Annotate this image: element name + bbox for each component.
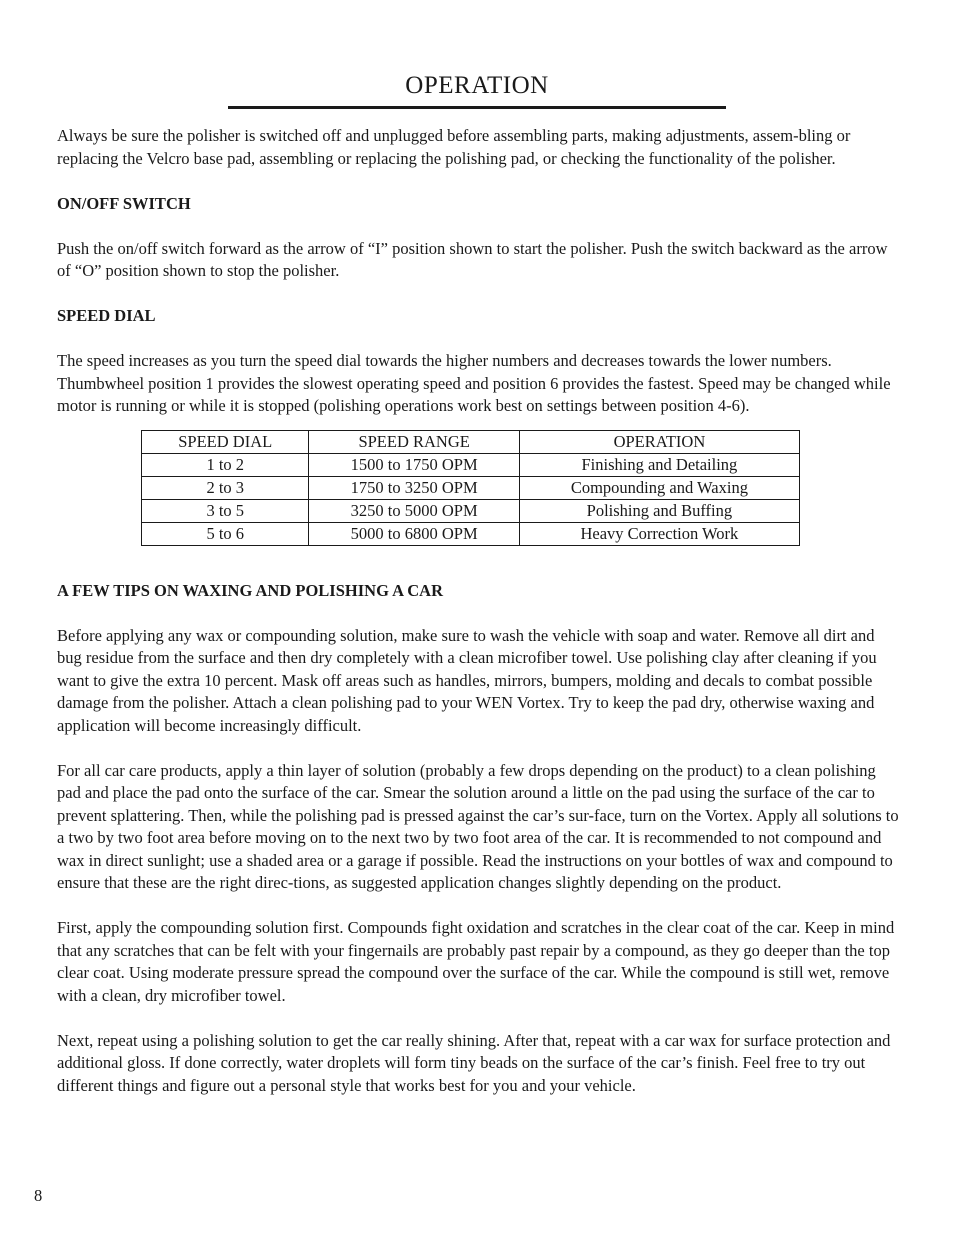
onoff-heading: ON/OFF SWITCH	[57, 193, 191, 213]
table-cell: 3250 to 5000 OPM	[309, 499, 519, 522]
table-row	[142, 522, 800, 545]
table-cell: 1 to 2	[142, 453, 309, 476]
table-cell: Heavy Correction Work	[519, 522, 799, 545]
table-cell: 1750 to 3250 OPM	[309, 476, 519, 499]
table-cell: Polishing and Buffing	[519, 499, 799, 522]
speed-table	[141, 430, 800, 546]
onoff-paragraph: Push the on/off switch forward as the arrow of “I” position shown to start the polisher. Push the switch backward as the arrow of “O” position shown to stop the polisher.	[57, 238, 888, 280]
intro-paragraph: Always be sure the polisher is switched off and unplugged before assembling parts, making adjustments, assem-bling or replacing the Velcro base pad, assembling or replacing the polishing pad, or checking the functionality of the polisher.	[57, 126, 851, 168]
tips-paragraph: For all car care products, apply a thin layer of solution (probably a few drops depending on the product) to a clean polishing pad and place the pad onto the surface of the car. Smear the solution around a little on the pad using the surface of the car to prevent splattering. Then, while the polishing pad is pressed against the car’s sur-face, turn on the Vortex. Apply all solutions to a two by two foot area before moving on to the next two by two foot area of the car. It is recommended to not compound and wax in direct sunlight; use a shaded area or a garage if possible. Read the instructions on your bottles of wax and compound to ensure that these are the right direc-tions, as suggested application changes slightly depending on the product.	[57, 760, 899, 892]
tips-paragraph: Before applying any wax or compounding solution, make sure to wash the vehicle with soap and water. Remove all dirt and bug residue from the surface and then dry completely with a clean microfiber towel. Use polishing clay after cleaning if you want to give the extra 10 percent. Mask off areas such as handles, mirrors, bumpers, molding and decals to combat possible damage from the polisher. Attach a clean polishing pad to your WEN Vortex. Try to keep the pad dry, otherwise waxing and application will become increasingly difficult.	[57, 625, 877, 735]
table-cell: 3 to 5	[142, 499, 309, 522]
tips-paragraph: Next, repeat using a polishing solution to get the car really shining. After that, repeat with a car wax for surface protection and additional gloss. If done correctly, water droplets will form tiny beads on the surface of the car’s finish. Feel free to try out different things and figure out a personal style that works best for you and your vehicle.	[57, 1030, 891, 1095]
table-header-cell: SPEED RANGE	[309, 430, 519, 453]
table-cell: 5000 to 6800 OPM	[309, 522, 519, 545]
page-number: 8	[34, 1186, 43, 1205]
table-header-row	[142, 430, 800, 453]
table-header-cell: OPERATION	[519, 430, 799, 453]
title-divider	[228, 106, 726, 109]
table-row	[142, 453, 800, 476]
tips-paragraph: First, apply the compounding solution first. Compounds fight oxidation and scratches in the clear coat of the car. Keep in mind that any scratches that can be felt with your fingernails are probably past repair by a compound, as they go deeper than the top clear coat. Using moderate pressure spread the compound over the surface of the car. While the compound is still wet, remove with a clean, dry microfiber towel.	[57, 918, 895, 1005]
table-row	[142, 476, 800, 499]
table-cell: 1500 to 1750 OPM	[309, 453, 519, 476]
speed-dial-paragraph: The speed increases as you turn the speed dial towards the higher numbers and decreases towards the lower numbers. Thumbwheel position 1 provides the slowest operating speed and position 6 provides the fastest. Speed may be changed while motor is running or while it is stopped (polishing operations work best on settings between position 4-6).	[57, 351, 891, 415]
table-cell: 5 to 6	[142, 522, 309, 545]
table-cell: Finishing and Detailing	[519, 453, 799, 476]
document-body	[57, 125, 899, 1097]
speed-table-wrapper	[57, 430, 899, 546]
table-header-cell: SPEED DIAL	[142, 430, 309, 453]
table-row	[142, 499, 800, 522]
table-cell: 2 to 3	[142, 476, 309, 499]
tips-heading: A FEW TIPS ON WAXING AND POLISHING A CAR	[57, 580, 444, 600]
table-cell: Compounding and Waxing	[519, 476, 799, 499]
page-title: OPERATION	[405, 72, 549, 99]
speed-dial-heading: SPEED DIAL	[57, 306, 156, 325]
